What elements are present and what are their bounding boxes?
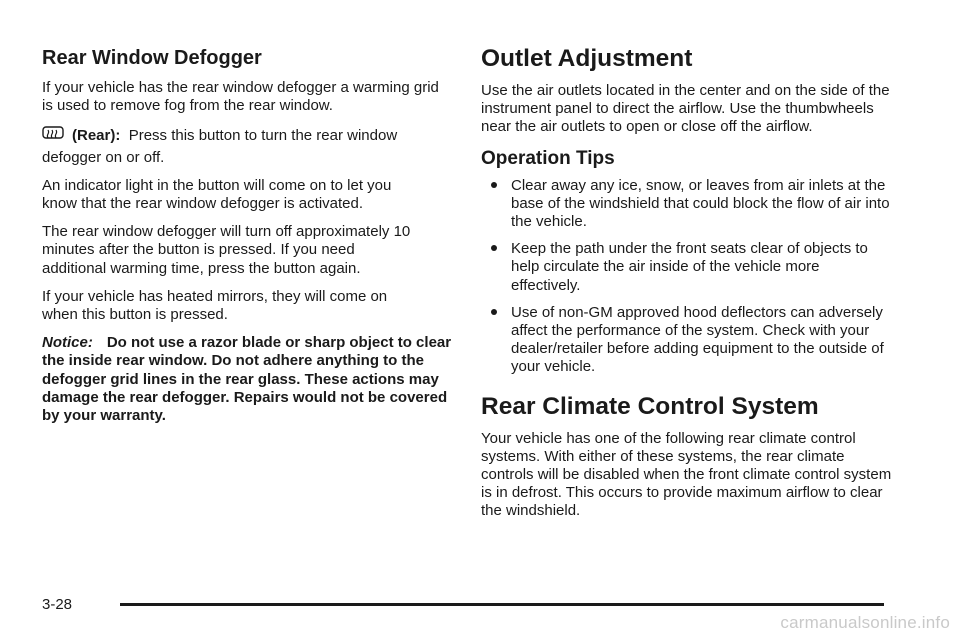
rear-defogger-heading: Rear Window Defogger	[42, 47, 262, 69]
mirrors-text: If your vehicle has heated mirrors, they will come on when this button is pressed.	[42, 287, 388, 324]
rear-text-continued: defogger on or off.	[42, 148, 165, 166]
bullet-icon	[491, 245, 497, 251]
rear-defogger-intro: If your vehicle has the rear window defogger a warming grid is used to remove fog from the rear window.	[42, 79, 439, 115]
bullet-icon	[491, 182, 497, 188]
footer-rule	[120, 603, 884, 606]
notice-label: Notice:	[42, 334, 93, 352]
tips-list	[481, 177, 901, 377]
list-item: Use of non-GM approved hood deflectors can adversely affect the performance of the system. Check with your dealer/retailer before adding equipment to the outside of your vehicle.	[481, 304, 891, 377]
rear-climate-heading: Rear Climate Control System	[481, 392, 819, 420]
notice-paragraph	[42, 334, 452, 425]
list-item: Clear away any ice, snow, or leaves from air inlets at the base of the windshield that could block the flow of air into the vehicle.	[481, 177, 891, 232]
rear-button-description	[42, 125, 452, 166]
left-column	[42, 0, 452, 425]
right-column	[481, 0, 901, 521]
operation-tips-heading: Operation Tips	[481, 147, 615, 169]
turnoff-text: The rear window defogger will turn off approximately 10 minutes after the button is pressed. If you need additional warming time, press the button again.	[42, 223, 411, 277]
rear-defogger-icon	[42, 125, 64, 148]
rear-climate-text: Your vehicle has one of the following rear climate control systems. With either of these systems, the rear climate controls will be disabled when the front climate control system is in defrost. This occurs to provide maximum airflow to clear the windshield.	[481, 429, 892, 520]
notice-text: Do not use a razor blade or sharp object to clear the inside rear window. Do not adhere anything to the defogger grid lines in the rear glass. These actions may damage the rear defogger. Repairs would not be covered by your warranty.	[42, 334, 452, 425]
outlet-adjustment-heading: Outlet Adjustment	[481, 45, 693, 72]
outlet-text: Use the air outlets located in the center and on the side of the instrument panel to direct the airflow. Use the thumbwheels near the air outlets to open or close off the airflow.	[481, 82, 890, 136]
rear-label: (Rear):	[72, 127, 121, 145]
page-number: 3-28	[42, 596, 73, 613]
watermark-text: carmanualsonline.info	[780, 613, 950, 632]
bullet-icon	[491, 309, 497, 315]
indicator-text: An indicator light in the button will come on to let you know that the rear window defogger is activated.	[42, 176, 392, 213]
rear-text: Press this button to turn the rear window	[128, 127, 398, 145]
list-item: Keep the path under the front seats clear of objects to help circulate the air inside of the vehicle more effectively.	[481, 240, 891, 295]
